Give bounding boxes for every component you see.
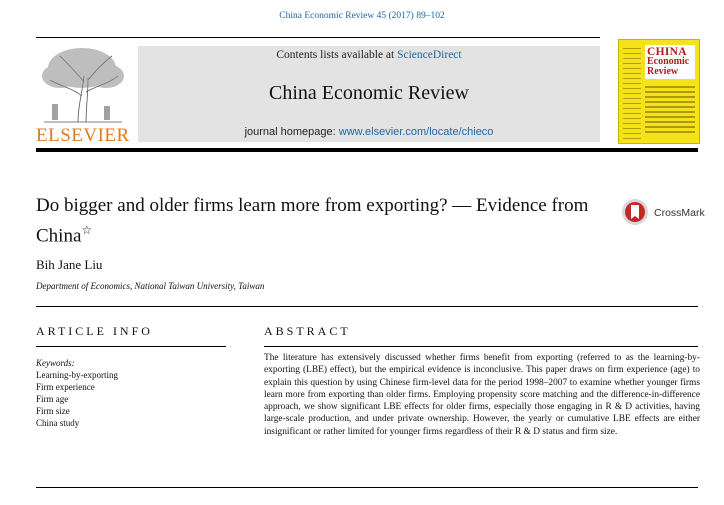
abstract-text: The literature has extensively discussed whether firms benefit from exporting (referred to as the learning-by-exporting (LBE) effect), but the empirical evidence is inconclusive. This paper draws on firm experience (age) to explain this question by using Chinese firm-level data for the period 1998–2007 to examine whether younger firms learn more from exporting than older firms. Employing propensity score matching and the difference-in-difference approach, we show significant LBE effects for older firms, especially those engaging in R & D activities, having large-scale production, and under private ownership. However, the yearly or cumulative LBE effects are either insignificant or rather limited for younger firms regardless of their R & D status and firm size. [264,353,700,437]
top-rule [36,37,600,38]
keywords-label: Keywords: [36,358,75,368]
crossmark-icon [620,197,650,231]
cover-side-text [623,48,641,143]
affiliation-rule [36,306,698,307]
sciencedirect-link[interactable]: ScienceDirect [397,49,462,61]
journal-title: China Economic Review [269,82,469,104]
contents-prefix: Contents lists available at [276,49,398,61]
journal-citation[interactable]: China Economic Review 45 (2017) 89–102 [279,11,445,21]
keyword-item: Learning-by-exporting [36,370,118,380]
article-info-rule [36,346,226,347]
journal-masthead [138,46,600,142]
elsevier-logo [36,46,128,144]
cover-line2: Economic [647,56,690,67]
article-info-heading: ARTICLE INFO [36,324,153,338]
author-affiliation: Department of Economics, National Taiwan University, Taiwan [36,281,265,291]
crossmark-label: CrossMark [654,207,705,219]
cover-line3: Review [647,66,679,77]
journal-cover-thumbnail[interactable] [618,39,700,144]
keyword-item: China study [36,418,80,428]
homepage-prefix: journal homepage: [244,126,339,138]
keyword-item: Firm experience [36,382,95,392]
keyword-item: Firm size [36,406,70,416]
cover-contents-lines [645,86,695,136]
article-title [36,193,616,248]
article-title-text: Do bigger and older firms learn more from exporting? — Evidence from China [36,195,589,247]
masthead-rule [36,148,698,152]
crossmark-badge[interactable] [620,197,710,231]
abstract-rule [264,346,698,347]
journal-homepage [138,126,600,138]
cover-title [645,45,695,79]
bottom-rule [36,487,698,488]
elsevier-tree-icon [38,46,126,124]
author-name[interactable]: Bih Jane Liu [36,257,103,272]
title-footnote-mark[interactable]: ☆ [81,223,93,237]
homepage-link[interactable]: www.elsevier.com/locate/chieco [338,126,494,138]
keywords-block [36,357,118,429]
publisher-name: ELSEVIER [36,125,130,146]
contents-line [138,49,600,61]
keyword-item: Firm age [36,394,69,404]
abstract-heading: ABSTRACT [264,324,351,338]
cover-line1: CHINA [647,46,687,58]
